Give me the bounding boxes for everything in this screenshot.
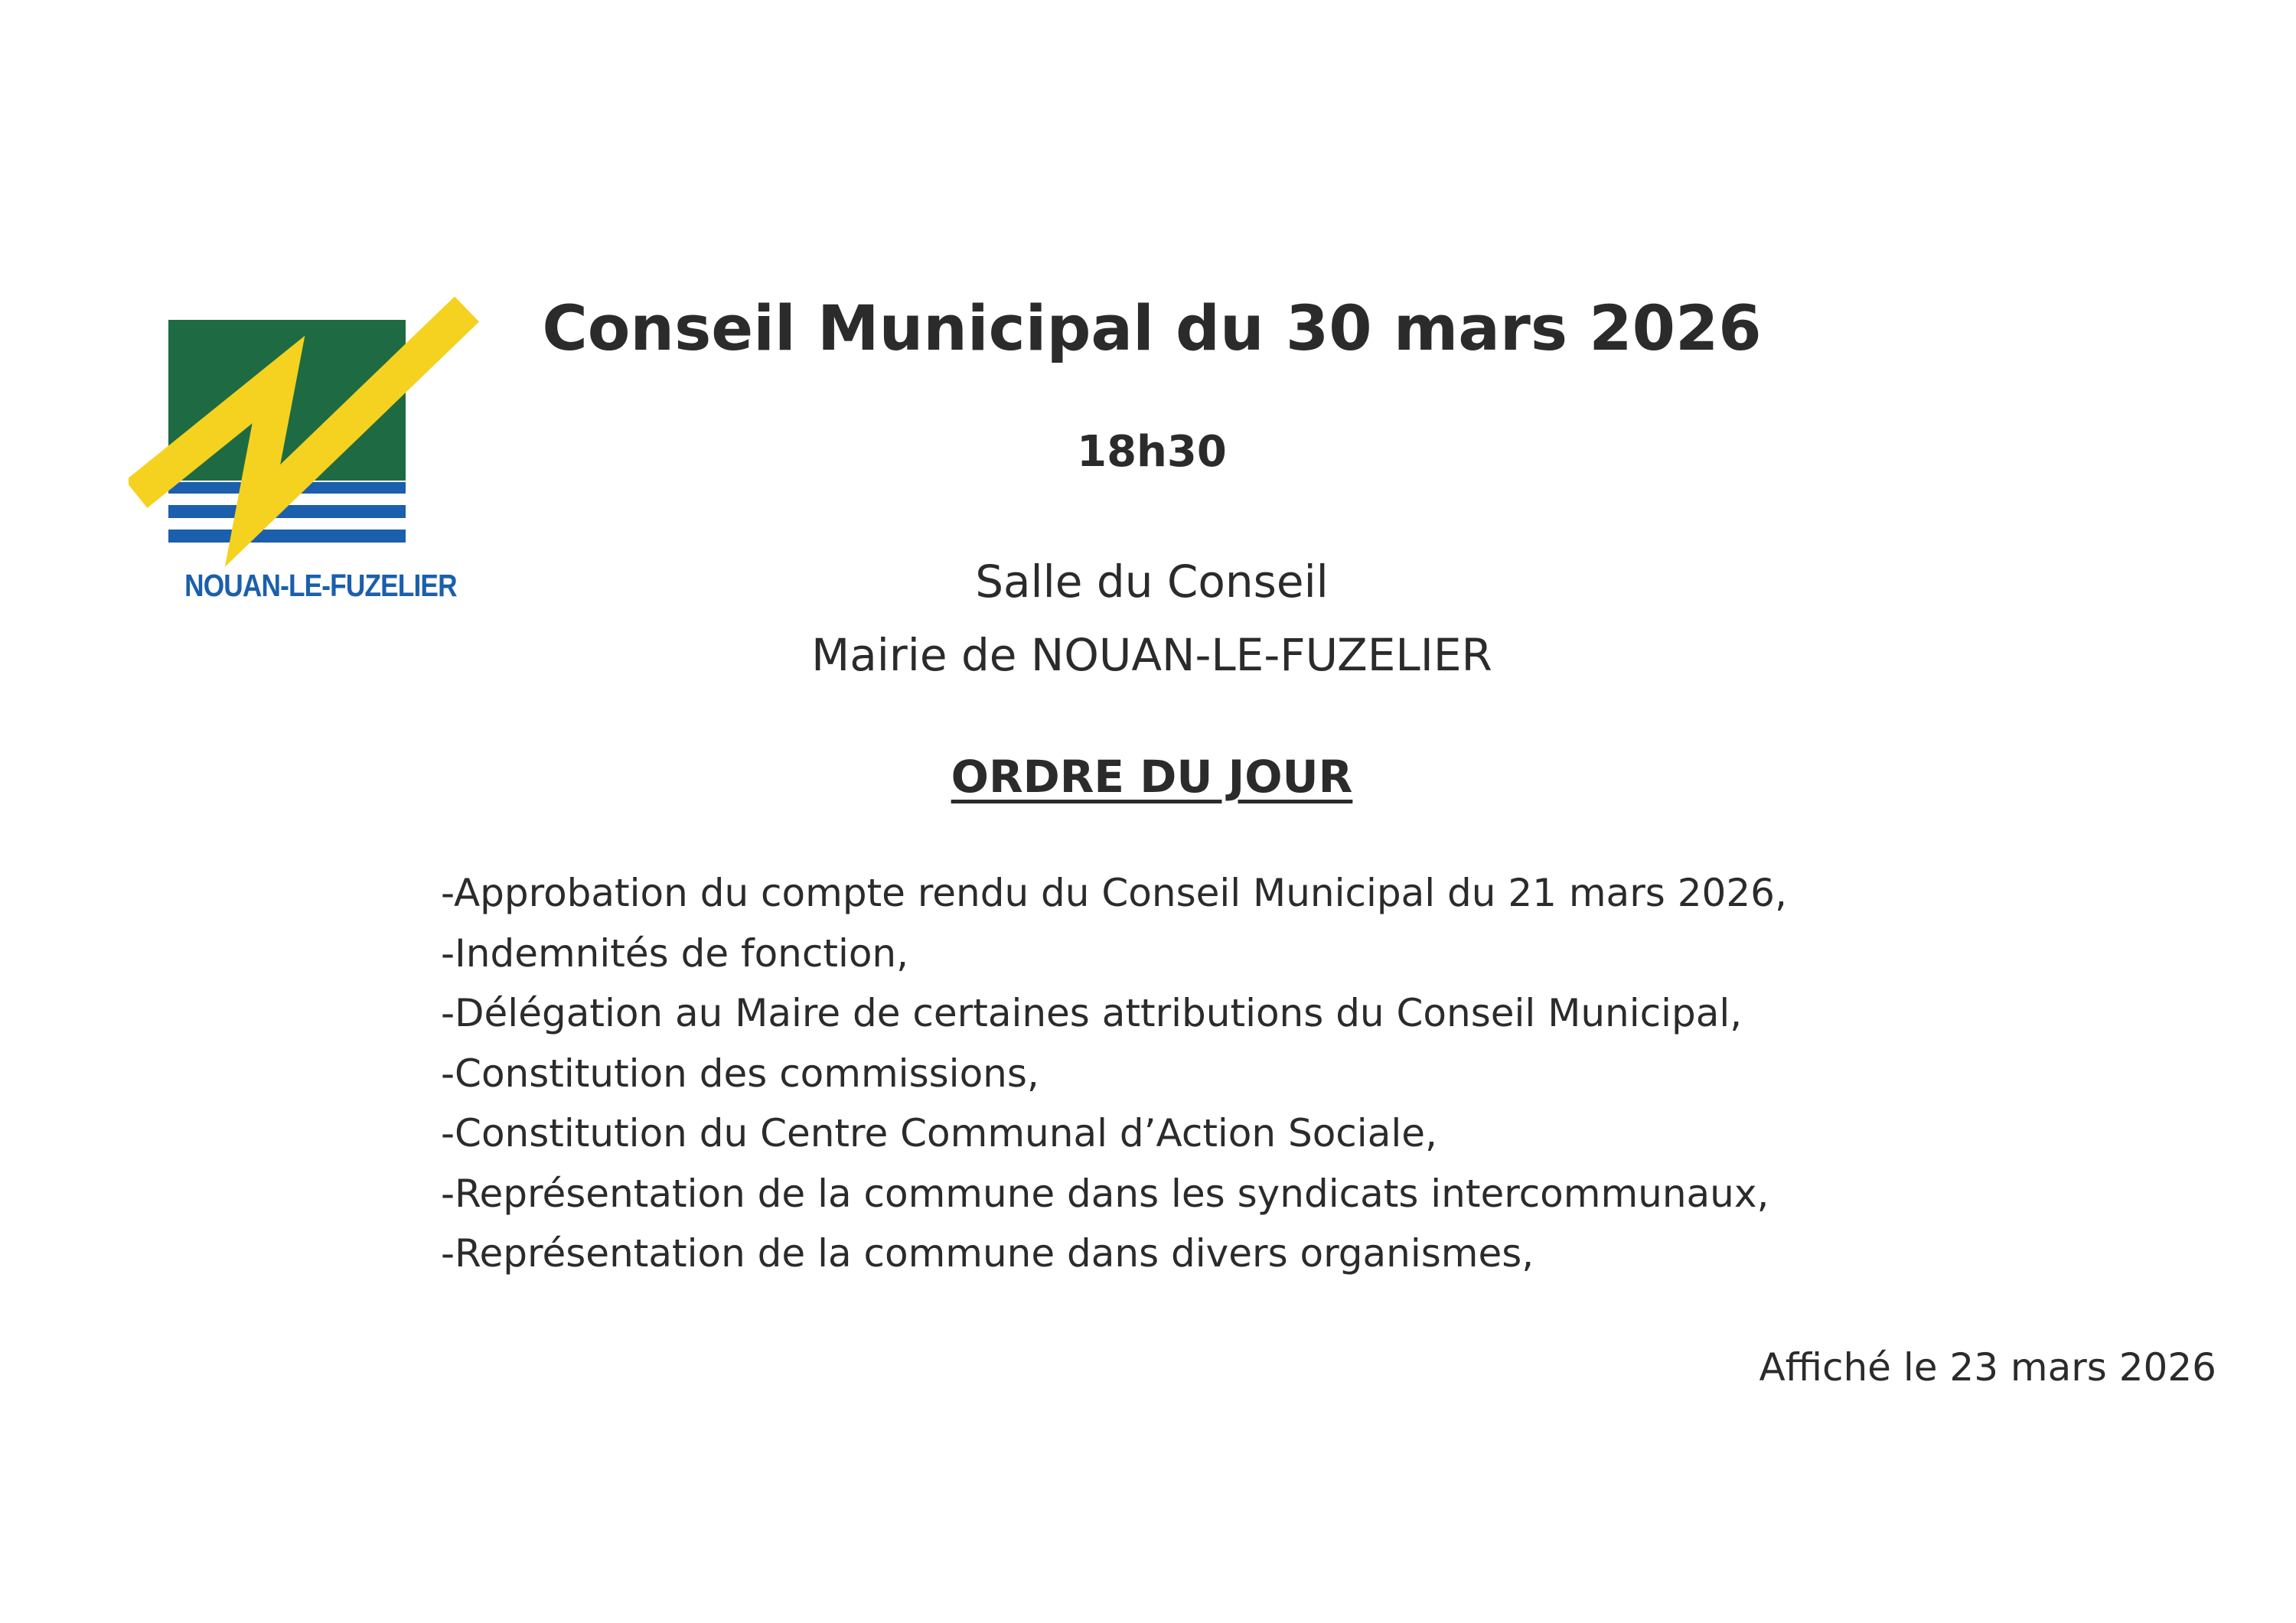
agenda-item: -Constitution du Centre Communal d’Action Sociale, bbox=[441, 1111, 1437, 1155]
agenda-item: -Approbation du compte rendu du Conseil Municipal du 21 mars 2026, bbox=[441, 871, 1787, 915]
agenda-item: -Représentation de la commune dans divers organismes, bbox=[441, 1231, 1534, 1276]
venue-building: Mairie de NOUAN-LE-FUZELIER bbox=[811, 629, 1492, 681]
logo-town-name: NOUAN-LE-FUZELIER bbox=[184, 568, 457, 603]
agenda-item: -Représentation de la commune dans les syndicats intercommunaux, bbox=[441, 1171, 1769, 1216]
agenda-list bbox=[441, 863, 1787, 1284]
page-title: Conseil Municipal du 30 mars 2026 bbox=[542, 293, 1762, 365]
meeting-venue bbox=[383, 545, 1921, 692]
agenda-item: -Indemnités de fonction, bbox=[441, 930, 909, 976]
posted-date: Affiché le 23 mars 2026 bbox=[1759, 1345, 2216, 1390]
agenda-item: -Délégation au Maire de certaines attributions du Conseil Municipal, bbox=[441, 991, 1743, 1035]
agenda-heading: ORDRE DU JOUR bbox=[951, 751, 1353, 803]
logo-blue-stripe-3 bbox=[168, 530, 406, 543]
agenda-item: -Constitution des commissions, bbox=[441, 1051, 1039, 1096]
venue-room: Salle du Conseil bbox=[975, 556, 1329, 608]
meeting-time: 18h30 bbox=[1077, 427, 1227, 477]
